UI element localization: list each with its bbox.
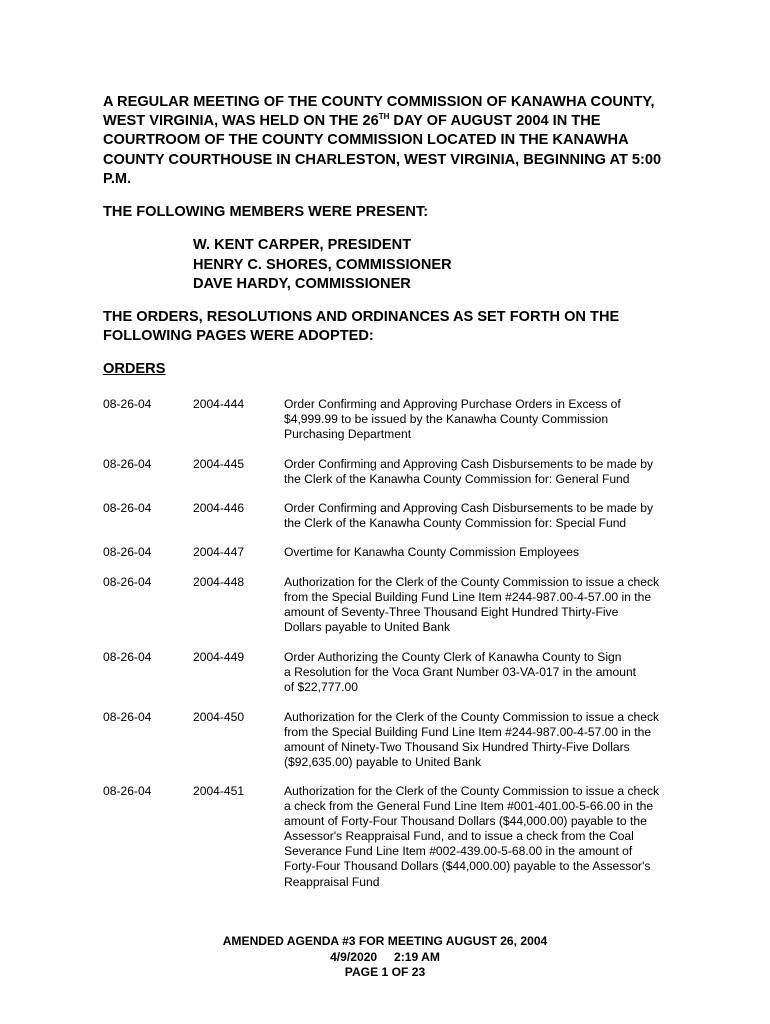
order-description-line: the Clerk of the Kanawha County Commission for: General Fund	[284, 472, 630, 487]
order-description	[284, 710, 679, 770]
adopted-statement: THE ORDERS, RESOLUTIONS AND ORDINANCES AS SET FORTH ON THE FOLLOWING PAGES WERE ADOPTED:	[103, 309, 620, 345]
order-description-line: amount of Ninety-Two Thousand Six Hundred Thirty-Five Dollars	[284, 740, 630, 755]
order-number: 2004-447	[193, 545, 245, 559]
order-description-line: Order Confirming and Approving Purchase Orders in Excess of	[284, 397, 621, 411]
footer-date: 4/9/2020	[330, 949, 378, 964]
order-description-line: Dollars payable to United Bank	[284, 620, 451, 635]
footer-timestamp	[0, 950, 770, 966]
order-description	[284, 457, 679, 487]
order-number: 2004-450	[193, 710, 245, 724]
order-description-line: amount of Seventy-Three Thousand Eight Hundred Thirty-Five	[284, 605, 619, 620]
order-date: 08-26-04	[103, 650, 152, 664]
order-description-line: from the Special Building Fund Line Item #244-987.00-4-57.00 in the	[284, 590, 652, 605]
footer-agenda-title: AMENDED AGENDA #3 FOR MEETING AUGUST 26, 2004	[222, 934, 548, 948]
order-date: 08-26-04	[103, 545, 152, 559]
order-date: 08-26-04	[103, 784, 152, 798]
order-description-line: amount of Forty-Four Thousand Dollars ($44,000.00) payable to the	[284, 814, 647, 829]
order-date: 08-26-04	[103, 397, 152, 411]
members-list	[193, 236, 452, 295]
order-description-line: from the Special Building Fund Line Item #244-987.00-4-57.00 in the	[284, 725, 652, 740]
header-ordinal: TH	[378, 112, 390, 122]
order-description-line: Severance Fund Line Item #002-439.00-5-68.00 in the amount of	[284, 844, 633, 859]
member-name: W. KENT CARPER, PRESIDENT	[193, 237, 412, 253]
header-text-part1: A REGULAR MEETING OF THE COUNTY COMMISSION OF KANAWHA COUNTY, WEST VIRGINIA, WAS HELD ON THE 26	[103, 94, 655, 130]
order-date: 08-26-04	[103, 710, 152, 724]
order-description-line: Order Confirming and Approving Cash Disbursements to be made by	[284, 457, 654, 471]
order-description-line: the Clerk of the Kanawha County Commission for: Special Fund	[284, 516, 627, 531]
order-number: 2004-446	[193, 501, 245, 515]
order-description	[284, 575, 679, 635]
order-date: 08-26-04	[103, 575, 152, 589]
order-description-line: of $22,777.00	[284, 680, 358, 695]
order-description	[284, 501, 679, 531]
order-description-line: Order Confirming and Approving Cash Disbursements to be made by	[284, 501, 654, 515]
members-present-label: THE FOLLOWING MEMBERS WERE PRESENT:	[103, 204, 429, 220]
order-description	[284, 545, 679, 560]
member-name: HENRY C. SHORES, COMMISSIONER	[193, 256, 452, 273]
order-description-line: Assessor's Reappraisal Fund, and to issue a check from the Coal	[284, 829, 634, 844]
order-number: 2004-449	[193, 650, 245, 664]
order-description-line: a check from the General Fund Line Item #001-401.00-5-66.00 in the	[284, 799, 654, 814]
order-description	[284, 784, 679, 890]
order-number: 2004-445	[193, 457, 245, 471]
order-number: 2004-448	[193, 575, 245, 589]
orders-heading: ORDERS	[103, 361, 166, 377]
order-description-line: Order Authorizing the County Clerk of Kanawha County to Sign	[284, 650, 622, 664]
order-description-line: Purchasing Department	[284, 427, 412, 442]
order-description-line: Forty-Four Thousand Dollars ($44,000.00) payable to the Assessor's	[284, 859, 651, 874]
order-description-line: $4,999.99 to be issued by the Kanawha County Commission	[284, 412, 609, 427]
order-description-line: Authorization for the Clerk of the County Commission to issue a check	[284, 575, 660, 589]
order-description-line: Authorization for the Clerk of the County Commission to issue a check	[284, 710, 660, 724]
order-description-line: a Resolution for the Voca Grant Number 03-VA-017 in the amount	[284, 665, 637, 680]
order-number: 2004-451	[193, 784, 245, 798]
order-description	[284, 650, 679, 695]
order-description-line: Authorization for the Clerk of the County Commission to issue a check	[284, 784, 660, 798]
order-number: 2004-444	[193, 397, 245, 411]
order-date: 08-26-04	[103, 501, 152, 515]
order-description-line: ($92,635.00) payable to United Bank	[284, 755, 481, 770]
member-name: DAVE HARDY, COMMISSIONER	[193, 276, 411, 292]
header-text-part2: DAY OF AUGUST 2004 IN THE COURTROOM OF THE COUNTY COMMISSION LOCATED IN THE KANAWHA COUNTY COURTHOUSE IN CHARLESTON, WEST VIRGINIA, BEGINNING AT 5:00 P.M.	[103, 113, 662, 187]
order-description-line: Reappraisal Fund	[284, 874, 380, 889]
order-date: 08-26-04	[103, 457, 152, 471]
order-description-line: Overtime for Kanawha County Commission Employees	[284, 545, 580, 559]
footer-page-number: PAGE 1 OF 23	[344, 965, 426, 979]
page-footer	[0, 934, 770, 981]
footer-time: 2:19 AM	[393, 949, 440, 964]
meeting-header	[103, 93, 683, 189]
order-description	[284, 397, 679, 442]
